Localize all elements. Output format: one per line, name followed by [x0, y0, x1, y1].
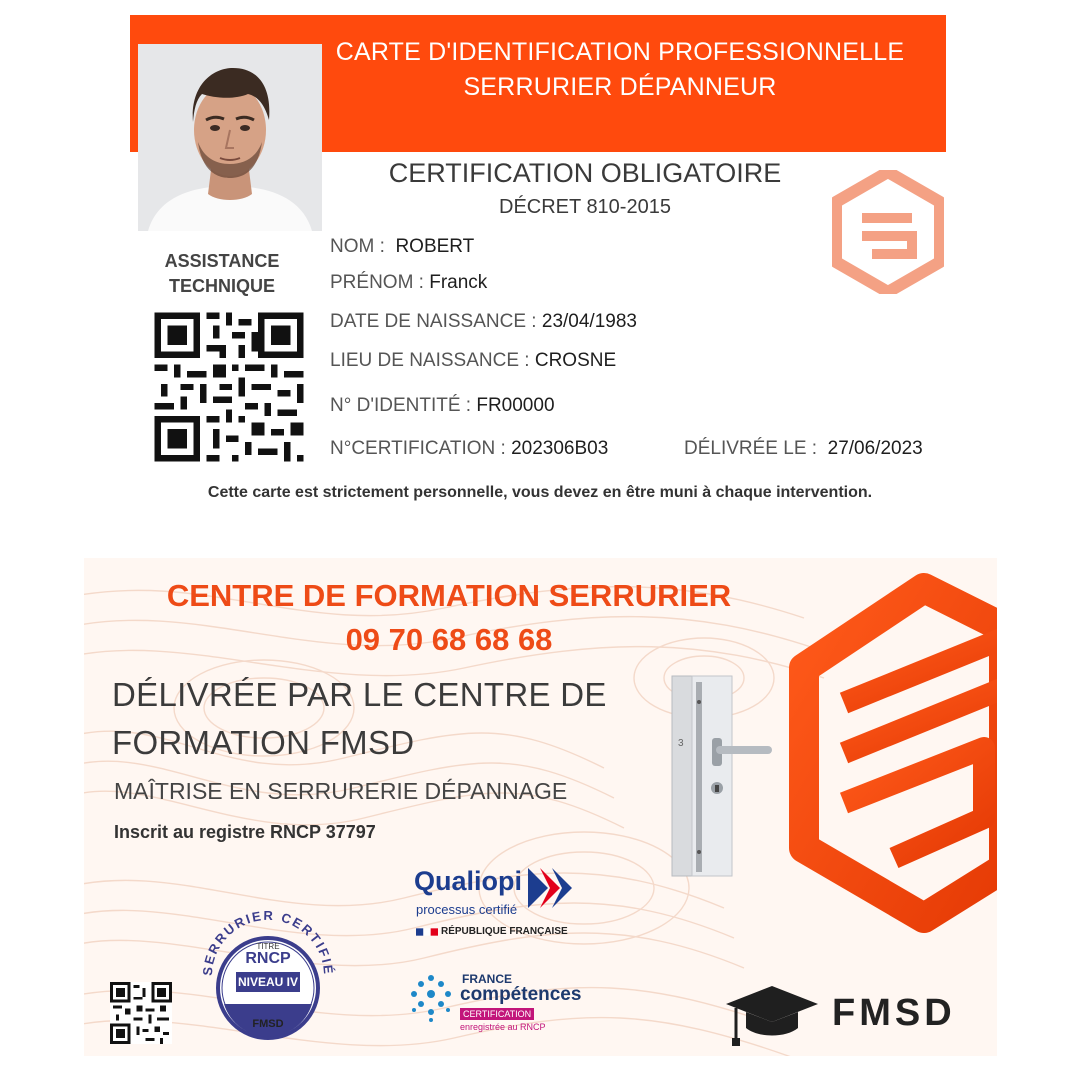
fmsd-logo-text: FMSD	[832, 992, 956, 1034]
decree-label: DÉCRET 810-2015	[499, 196, 671, 218]
graduation-cap-icon	[722, 982, 822, 1048]
svg-text:3: 3	[678, 738, 684, 749]
person-portrait-icon	[138, 44, 322, 231]
personal-card-notice: Cette carte est strictement personnelle, vous devez en être muni à chaque intervention.	[207, 484, 873, 501]
field-certification: N°CERTIFICATION : 202306B03	[330, 438, 609, 459]
holder-photo	[138, 44, 322, 231]
rncp-certified-seal: SERRURIER CERTIFIÉ TITRE RNCP NIVEAU IV RECONU PAR L'ÉTAT FMSD	[194, 906, 342, 1046]
field-lieu-naissance: LIEU DE NAISSANCE : CROSNE	[330, 350, 617, 371]
mastery-label: MAÎTRISE EN SERRURERIE DÉPANNAGE	[114, 778, 568, 804]
france-competences-dots-icon	[406, 972, 456, 1022]
card-title-line2: SERRURIER DÉPANNEUR	[463, 73, 777, 101]
assistance-qr-code[interactable]	[148, 306, 310, 468]
prenom-value: Franck	[429, 272, 488, 293]
certification-title: CERTIFICATION OBLIGATOIRE	[388, 158, 782, 188]
door-lock-icon	[668, 672, 778, 882]
french-flag-icon	[416, 927, 438, 937]
training-center-phone[interactable]: 09 70 68 68 68	[345, 622, 553, 657]
nom-value: ROBERT	[395, 236, 475, 257]
field-identite: N° D'IDENTITÉ : FR00000	[330, 395, 555, 416]
qr-code-small-icon	[110, 982, 172, 1044]
date-naissance-value: 23/04/1983	[541, 311, 637, 332]
card-title-line1: CARTE D'IDENTIFICATION PROFESSIONNELLE	[335, 38, 905, 66]
lieu-naissance-value: CROSNE	[534, 350, 617, 371]
rncp-registration: Inscrit au registre RNCP 37797	[114, 822, 376, 842]
france-competences-logo: FRANCE compétences CERTIFICATION enregistrée au RNCP	[406, 968, 596, 1048]
qualiopi-logo	[412, 862, 582, 942]
qualiopi-tagline: processus certifié	[416, 902, 518, 917]
svg-text:SERRURIER CERTIFIÉ: SERRURIER CERTIFIÉ	[199, 907, 337, 977]
field-date-naissance: DATE DE NAISSANCE : 23/04/1983	[330, 311, 637, 332]
back-card	[84, 558, 997, 1056]
training-center-name: CENTRE DE FORMATION SERRURIER	[166, 578, 732, 613]
field-nom: NOM : ROBERT	[330, 236, 475, 257]
qr-code-icon	[148, 306, 310, 468]
assistance-label-line2: TECHNIQUE	[168, 276, 275, 296]
republique-francaise: RÉPUBLIQUE FRANÇAISE	[416, 926, 568, 937]
back-qr-code[interactable]	[110, 982, 172, 1044]
field-delivree-le: DÉLIVRÉE LE : 27/06/2023	[684, 438, 923, 459]
identite-value: FR00000	[476, 395, 555, 416]
qualiopi-name: Qualiopi	[414, 866, 522, 896]
certification-value: 202306B03	[511, 438, 609, 459]
delivered-by-line1: DÉLIVRÉE PAR LE CENTRE DE	[112, 676, 607, 713]
qualiopi-arrow-icon	[528, 868, 572, 908]
delivree-le-value: 27/06/2023	[827, 438, 923, 459]
assistance-label-line1: ASSISTANCE	[164, 251, 280, 271]
fmsd-hexagon-icon	[832, 170, 944, 294]
delivered-by-line2: FORMATION FMSD	[112, 724, 415, 761]
field-prenom: PRÉNOM : Franck	[330, 272, 488, 293]
